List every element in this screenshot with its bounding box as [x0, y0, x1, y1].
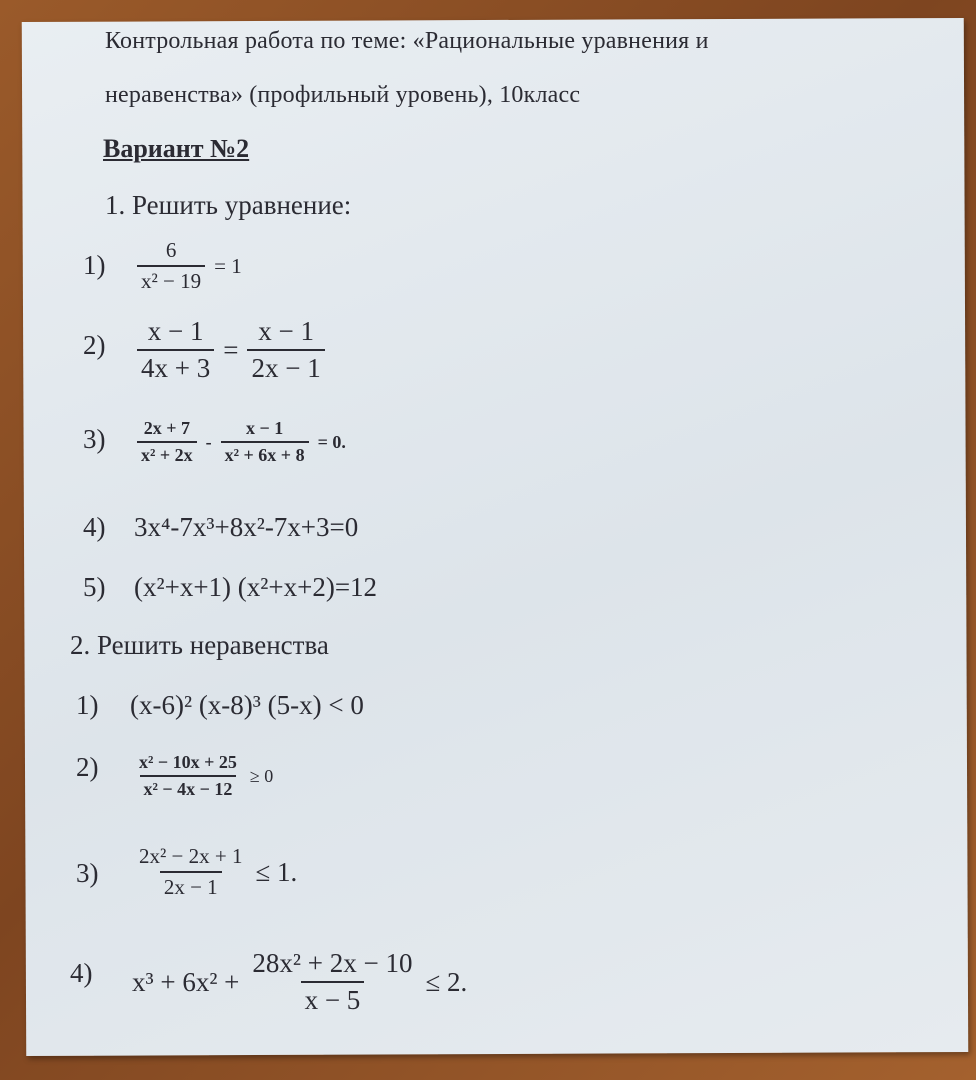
eq3-fraction-right — [221, 418, 309, 466]
inequality-2 — [130, 752, 277, 800]
ineq-4-number: 4) — [70, 958, 93, 988]
ineq3-numerator: 2x² − 2x + 1 — [139, 844, 243, 868]
section-1-heading: 1. Решить уравнение: — [105, 190, 352, 220]
eq3-denominator-right: x² + 6x + 8 — [221, 441, 309, 466]
eq2-fraction-right — [247, 316, 324, 384]
eq1-rhs: = 1 — [214, 253, 242, 278]
eq1-numerator: 6 — [165, 238, 177, 262]
eq3-numerator-right: x − 1 — [245, 418, 284, 438]
ineq2-fraction — [135, 752, 241, 800]
title-line-2: неравенства» (профильный уровень), 10класс — [105, 82, 581, 108]
eq-1-number: 1) — [83, 250, 106, 280]
eq-4-number: 4) — [83, 512, 106, 542]
eq2-denominator-left: 4x + 3 — [137, 349, 214, 384]
eq3-fraction-left — [137, 418, 197, 466]
inequality-4 — [128, 948, 471, 1016]
eq-5-number: 5) — [83, 572, 106, 602]
equation-1 — [132, 238, 246, 294]
equation-3 — [132, 418, 350, 466]
ineq3-denominator: 2x − 1 — [160, 871, 222, 900]
inequality-1: (x-6)² (x-8)³ (5-x) < 0 — [130, 690, 364, 720]
eq3-denominator-left: x² + 2x — [137, 441, 197, 466]
eq2-denominator-right: 2x − 1 — [247, 349, 324, 384]
eq3-rhs: = 0. — [317, 431, 346, 452]
ineq2-rhs: ≥ 0 — [249, 765, 274, 786]
section-2-heading: 2. Решить неравенства — [70, 630, 329, 660]
ineq-3-number: 3) — [76, 858, 99, 888]
variant-heading: Вариант №2 — [103, 134, 250, 163]
eq2-numerator-left: x − 1 — [147, 316, 204, 346]
ineq-1-number: 1) — [76, 690, 99, 720]
eq2-equals: = — [223, 334, 239, 365]
ineq2-denominator: x² − 4x − 12 — [140, 775, 237, 800]
equation-5: (x²+x+1) (x²+x+2)=12 — [134, 572, 378, 602]
eq-2-number: 2) — [83, 330, 106, 360]
ineq4-lhs: x³ + 6x² + — [132, 966, 240, 997]
ineq4-denominator: x − 5 — [301, 981, 365, 1016]
ineq4-fraction — [248, 948, 416, 1016]
equation-2 — [132, 316, 330, 384]
eq3-numerator-left: 2x + 7 — [143, 418, 190, 438]
ineq4-rhs: ≤ 2. — [425, 966, 468, 997]
eq3-minus: - — [205, 431, 212, 452]
eq1-fraction — [137, 238, 205, 294]
inequality-3 — [130, 844, 301, 900]
eq1-denominator: x² − 19 — [137, 265, 205, 294]
ineq-2-number: 2) — [76, 752, 99, 782]
title-line-1: Контрольная работа по теме: «Рациональные уравнения и — [105, 28, 709, 54]
ineq4-numerator: 28x² + 2x − 10 — [252, 948, 413, 978]
ineq3-rhs: ≤ 1. — [255, 856, 298, 887]
ineq3-fraction — [135, 844, 246, 900]
eq-3-number: 3) — [83, 424, 106, 454]
equation-4: 3x⁴-7x³+8x²-7x+3=0 — [134, 512, 359, 542]
eq2-fraction-left — [137, 316, 214, 384]
ineq2-numerator: x² − 10x + 25 — [139, 752, 237, 772]
eq2-numerator-right: x − 1 — [258, 316, 314, 346]
